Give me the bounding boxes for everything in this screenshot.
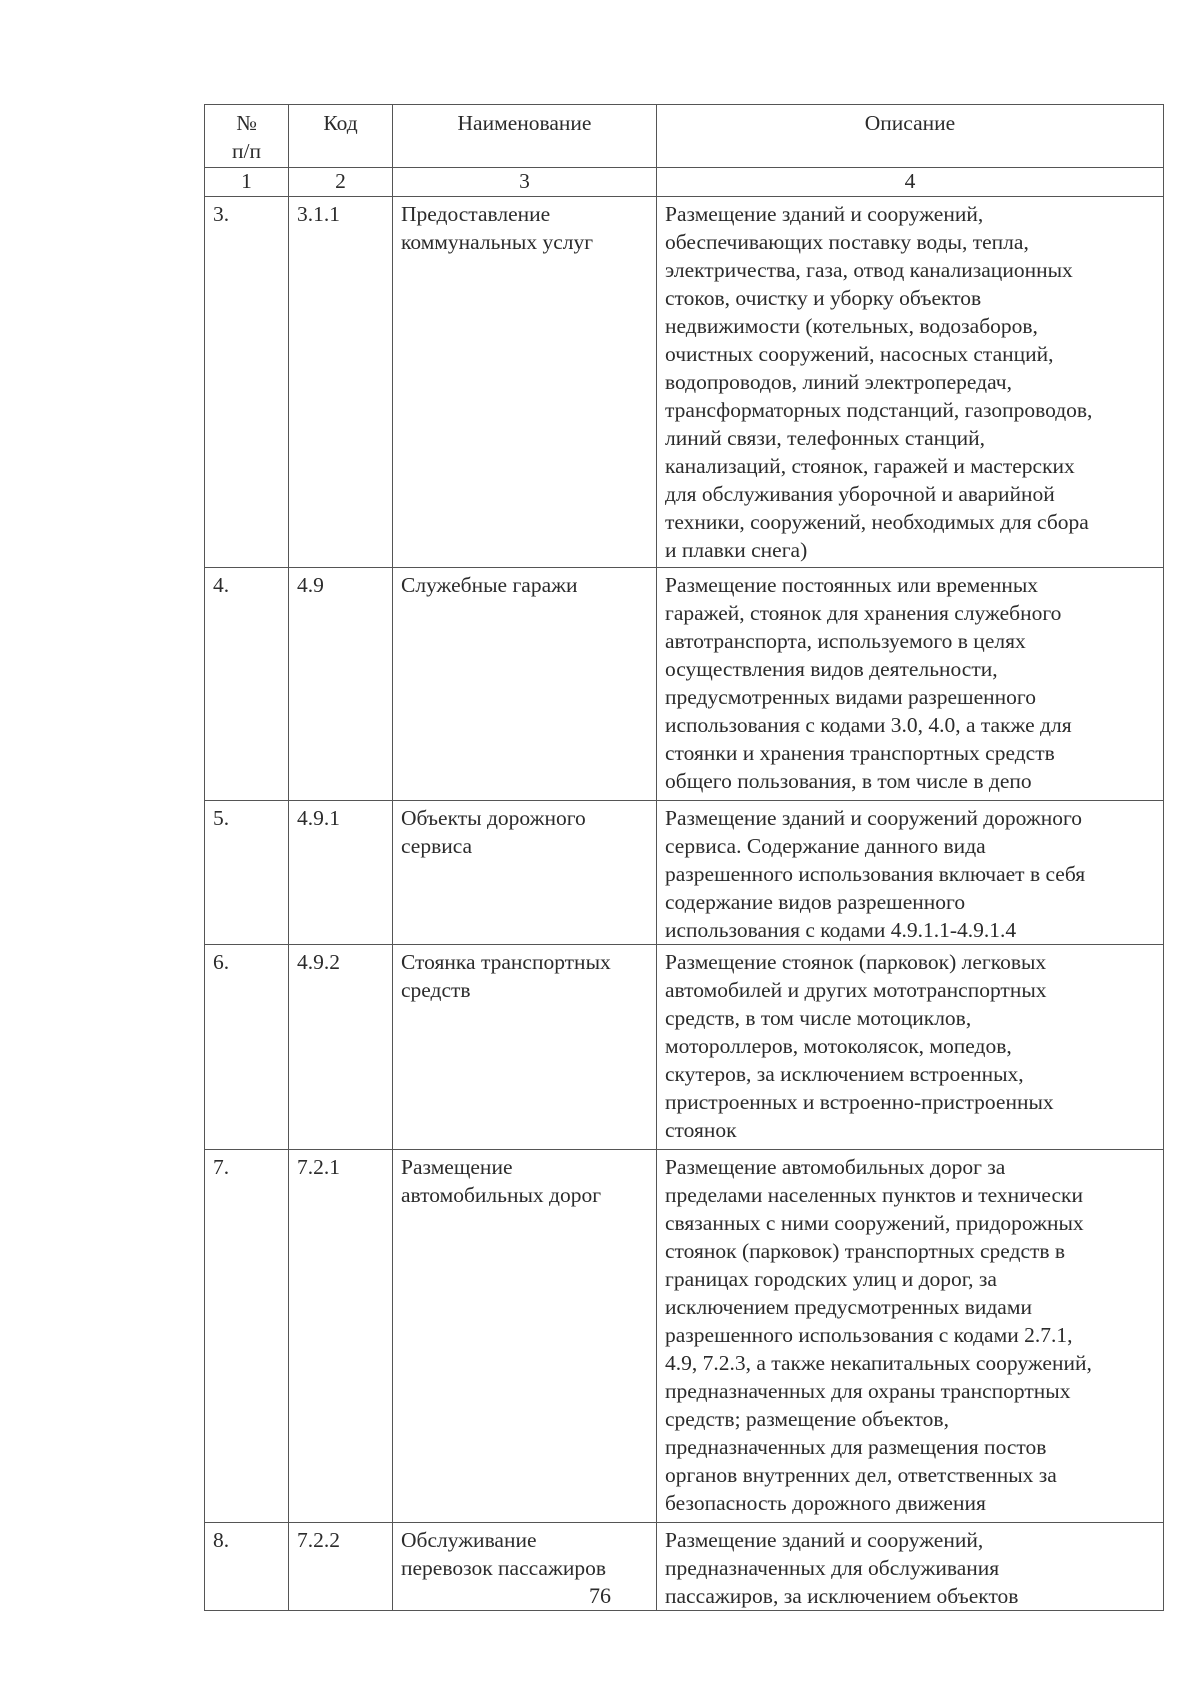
row-name: Размещение автомобильных дорог (393, 1150, 657, 1523)
header-code: Код (289, 105, 393, 168)
row-number: 6. (205, 945, 289, 1150)
row-name: Обслуживание перевозок пассажиров (393, 1523, 657, 1611)
table-header-row (205, 105, 1164, 168)
table-row (205, 945, 1164, 1150)
table-row (205, 801, 1164, 945)
row-description: Размещение зданий и сооружений, предназначенных для обслуживания пассажиров, за исключением объектов (657, 1523, 1164, 1611)
row-number: 4. (205, 568, 289, 801)
column-number: 4 (657, 168, 1164, 197)
row-description: Размещение зданий и сооружений дорожного сервиса. Содержание данного вида разрешенного использования включает в себя содержание видов разрешенного использования с кодами 4.9.1.1-4.9.1.4 (657, 801, 1164, 945)
row-description: Размещение стоянок (парковок) легковых автомобилей и других мототранспортных средств, в том числе мотоциклов, мотороллеров, мотоколясок, мопедов, скутеров, за исключением встроенных, пристроенных и встроенно-пристроенных стоянок (657, 945, 1164, 1150)
header-description: Описание (657, 105, 1164, 168)
row-number: 8. (205, 1523, 289, 1611)
table-row (205, 197, 1164, 568)
row-description: Размещение зданий и сооружений, обеспечивающих поставку воды, тепла, электричества, газа, отвод канализационных стоков, очистку и уборку объектов недвижимости (котельных, водозаборов, очистных сооружений, насосных станций, водопроводов, линий электропередач, трансформаторных подстанций, газопроводов, линий связи, телефонных станций, канализаций, стоянок, гаражей и мастерских для обслуживания уборочной и аварийной техники, сооружений, необходимых для сбора и плавки снега) (657, 197, 1164, 568)
row-name: Объекты дорожного сервиса (393, 801, 657, 945)
header-name: Наименование (393, 105, 657, 168)
column-number-row (205, 168, 1164, 197)
table-row (205, 568, 1164, 801)
row-code: 4.9.2 (289, 945, 393, 1150)
row-description: Размещение автомобильных дорог за пределами населенных пунктов и технически связанных с ними сооружений, придорожных стоянок (парковок) транспортных средств в границах городских улиц и дорог, за исключением предусмотренных видами разрешенного использования с кодами 2.7.1, 4.9, 7.2.3, а также некапитальных сооружений, предназначенных для охраны транспортных средств; размещение объектов, предназначенных для размещения постов органов внутренних дел, ответственных за безопасность дорожного движения (657, 1150, 1164, 1523)
row-code: 7.2.1 (289, 1150, 393, 1523)
column-number: 1 (205, 168, 289, 197)
row-number: 3. (205, 197, 289, 568)
column-number: 2 (289, 168, 393, 197)
row-code: 4.9 (289, 568, 393, 801)
row-number: 5. (205, 801, 289, 945)
row-code: 4.9.1 (289, 801, 393, 945)
row-description: Размещение постоянных или временных гаражей, стоянок для хранения служебного автотранспорта, используемого в целях осуществления видов деятельности, предусмотренных видами разрешенного использования с кодами 3.0, 4.0, а также для стоянки и хранения транспортных средств общего пользования, в том числе в депо (657, 568, 1164, 801)
row-name: Служебные гаражи (393, 568, 657, 801)
row-name: Стоянка транспортных средств (393, 945, 657, 1150)
land-use-table (204, 104, 1164, 1611)
table-row (205, 1150, 1164, 1523)
row-code: 7.2.2 (289, 1523, 393, 1611)
row-code: 3.1.1 (289, 197, 393, 568)
column-number: 3 (393, 168, 657, 197)
page-number: 76 (589, 1583, 611, 1608)
row-number: 7. (205, 1150, 289, 1523)
header-num: № п/п (205, 105, 289, 168)
row-name: Предоставление коммунальных услуг (393, 197, 657, 568)
